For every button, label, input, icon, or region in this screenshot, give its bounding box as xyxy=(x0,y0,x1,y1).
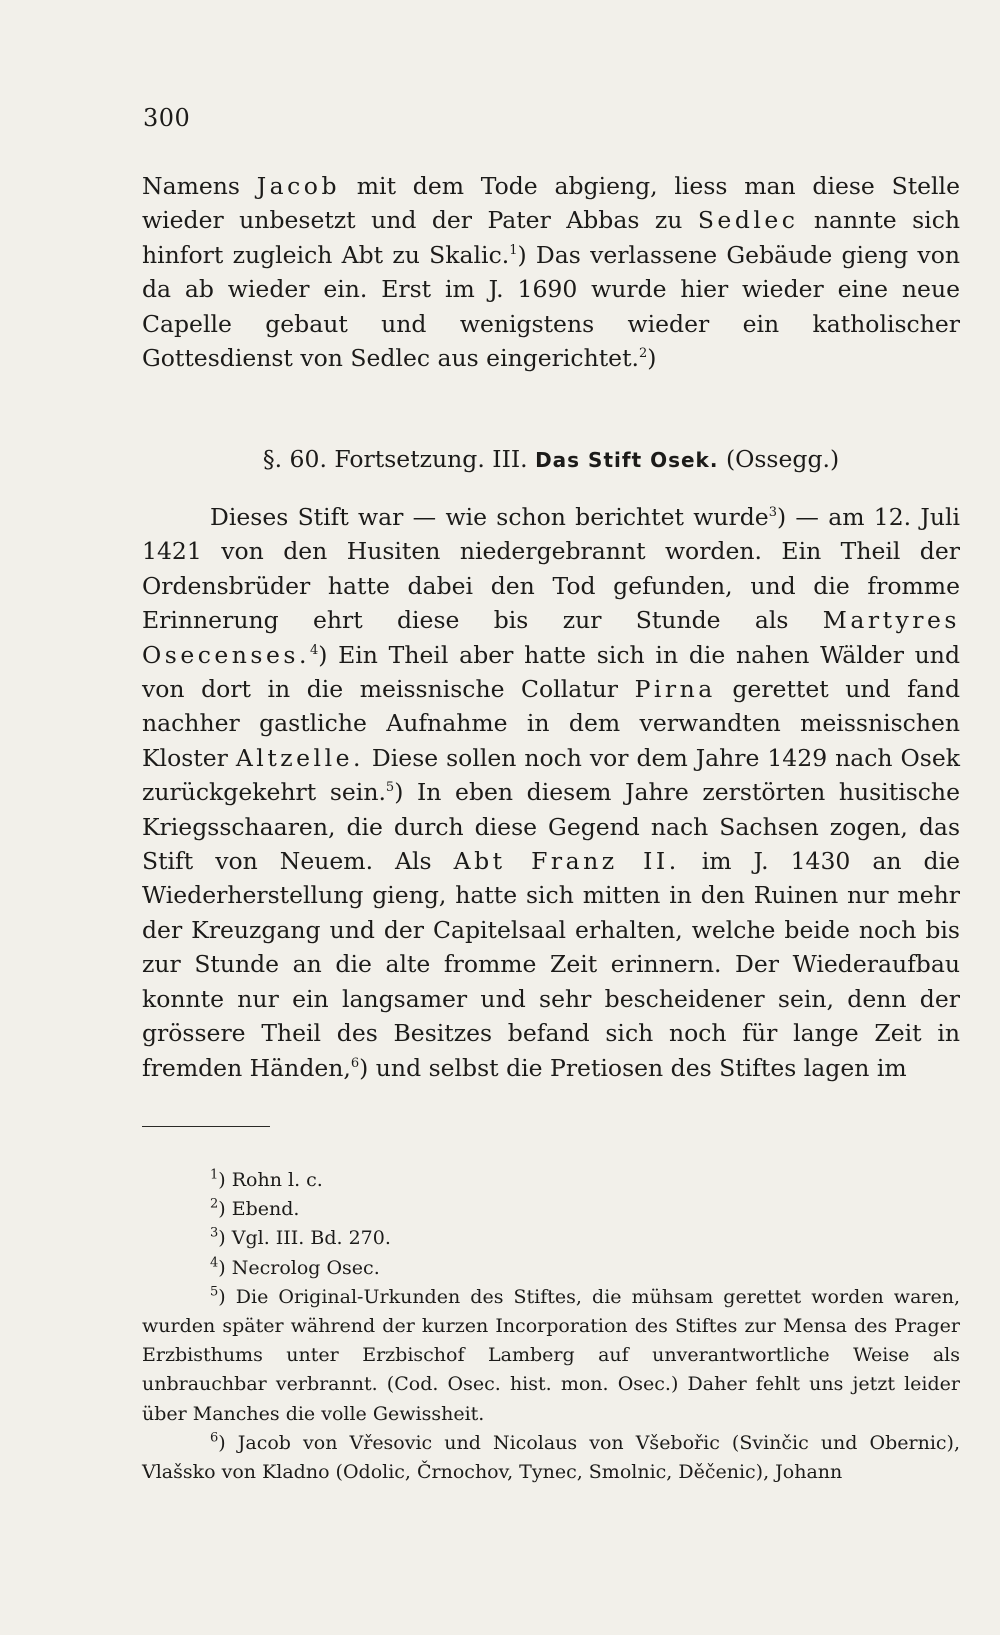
text-run: ) In eben diesem Jahre zerstörten husitische Kriegsschaaren, die durch diese Gegend nach Sachsen zogen, das Stift von Neuem. Als xyxy=(142,778,960,876)
footnote-text: ) Die Original-Urkunden des Stiftes, die mühsam gerettet worden waren, wurden später während der kurzen Incorporation des Stiftes zur Mensa des Prager Erzbisthums unter Erzbischof Lamberg auf unverantwortliche Weise als unbrauchbar verbrannt. (Cod. Osec. hist. mon. Osec.) Daher fehlt uns jetzt leider über Manches die volle Gewissheit. xyxy=(142,1285,960,1425)
text-run: ) — am 12. Juli 1421 von den Husiten niedergebrannt worden. Ein Theil der Ordensbrüder hatte dabei den Tod gefunden, und die fromme Erinnerung ehrt diese bis zur Stunde als xyxy=(142,503,960,635)
intro-text xyxy=(142,169,960,375)
text-run: ) Das verlassene Gebäude gieng von da ab wieder ein. Erst im J. 1690 wurde hier wieder eine neue Capelle gebaut und wenigstens wieder ein katholischer Gottesdienst von Sedlec aus eingerichtet. xyxy=(142,240,960,373)
footnote-ref: 3 xyxy=(768,505,777,521)
footnote-5 xyxy=(142,1283,960,1429)
footnote-text: ) Rohn l. c. xyxy=(218,1169,323,1191)
footnote-mark: 6 xyxy=(210,1430,219,1446)
emphasized-place: Altzelle. xyxy=(235,743,364,772)
footnote-text: ) Jacob von Vřesovic und Nicolaus von Všebořic (Svinčic und Obernic), Vlašsko von Kladno (Odolic, Črnochov, Tynec, Smolnic, Děčenic), Johann xyxy=(142,1431,960,1484)
text-run: nannte sich hinfort zugleich Abt zu Skalic. xyxy=(142,206,960,269)
footnote-3 xyxy=(142,1224,960,1253)
text-run: ) Ein Theil aber hatte sich in die nahen Wälder und von dort in die meissnische Collatur xyxy=(142,640,960,704)
heading-suffix: (Ossegg.) xyxy=(718,445,840,473)
footnote-divider xyxy=(142,1126,270,1127)
footnote-text: ) Ebend. xyxy=(218,1198,300,1221)
footnote-mark: 2 xyxy=(210,1196,219,1212)
page-number: 300 xyxy=(143,104,191,132)
emphasized-place: Sedlec xyxy=(697,206,799,235)
heading-prefix: §. 60. Fortsetzung. III. xyxy=(262,445,536,473)
body-paragraph xyxy=(142,500,960,1085)
section-heading xyxy=(142,442,960,477)
footnote-ref: 6 xyxy=(350,1055,360,1071)
text-run: gerettet und fand nachher gastliche Aufnahme in dem verwandten meissnischen Kloster xyxy=(142,675,960,772)
footnote-6 xyxy=(142,1429,960,1487)
text-run: im J. 1430 an die Wiederherstellung gieng, hatte sich mitten in den Ruinen nur mehr der Kreuzgang und der Capitelsaal erhalten, welche beide noch bis zur Stunde an die alte fromme Zeit erinnern. Der Wiederaufbau konnte nur ein langsamer und sehr bescheidener sein, denn der grössere Theil des Besitzes befand sich noch für lange Zeit in fremden Händen, xyxy=(142,847,961,1082)
footnote-mark: 1 xyxy=(210,1167,219,1183)
emphasized-name: Jacob xyxy=(256,172,341,200)
footnote-mark: 3 xyxy=(210,1226,219,1242)
footnote-text: ) Vgl. III. Bd. 270. xyxy=(218,1227,391,1250)
footnote-ref: 4 xyxy=(309,642,319,658)
intro-paragraph xyxy=(142,169,960,375)
text-run: mit dem Tode abgieng, liess man diese Stelle wieder unbesetzt und der Pater Abbas zu xyxy=(142,172,960,235)
emphasized-term: Martyres Osecenses. xyxy=(142,606,960,669)
text-run: Dieses Stift war — wie schon berichtet wurde xyxy=(210,503,769,531)
emphasized-place: Pirna xyxy=(634,675,716,704)
footnote-ref: 1 xyxy=(509,242,518,258)
footnote-4 xyxy=(142,1254,960,1283)
text-run: ) und selbst die Pretiosen des Stiftes lagen im xyxy=(359,1053,907,1082)
footnote-2 xyxy=(142,1195,960,1224)
heading-title: Das Stift Osek. xyxy=(535,448,719,472)
footnote-mark: 5 xyxy=(210,1284,219,1300)
footnote-text: ) Necrolog Osec. xyxy=(218,1256,380,1279)
footnotes xyxy=(142,1166,960,1487)
footnote-ref: 2 xyxy=(638,346,648,362)
footnote-ref: 5 xyxy=(385,780,395,796)
emphasized-name: Abt Franz II. xyxy=(453,847,680,876)
footnote-1 xyxy=(142,1166,960,1195)
text-run: Diese sollen noch vor dem Jahre 1429 nach Osek zurückgekehrt sein. xyxy=(142,743,960,807)
text-run: ) xyxy=(647,344,657,373)
footnote-mark: 4 xyxy=(210,1255,219,1271)
section-body xyxy=(142,500,960,1085)
text-run: Namens xyxy=(142,172,257,200)
